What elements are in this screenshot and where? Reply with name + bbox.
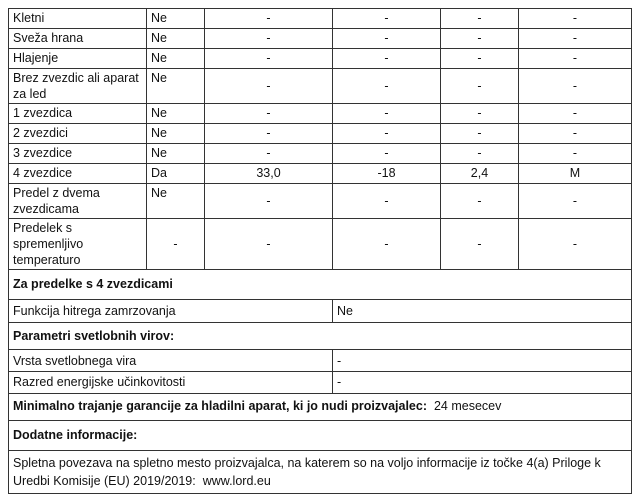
- compartment-col-3: -: [441, 29, 519, 49]
- compartment-col-4: -: [519, 219, 632, 270]
- compartment-col-1: -: [205, 29, 333, 49]
- compartment-col-2: -: [333, 104, 441, 124]
- compartment-col-1: -: [205, 219, 333, 270]
- compartment-col-4: -: [519, 9, 632, 29]
- energy-class-row: [9, 372, 632, 394]
- table-row: [9, 49, 632, 69]
- compartment-col-3: -: [441, 104, 519, 124]
- compartment-col-1: -: [205, 49, 333, 69]
- manufacturer-link[interactable]: www.lord.eu: [202, 474, 271, 488]
- light-source-heading: Parametri svetlobnih virov:: [9, 323, 632, 350]
- fast-freeze-row: [9, 300, 632, 323]
- compartment-present: Ne: [147, 104, 205, 124]
- compartment-col-2: -: [333, 69, 441, 104]
- table-row: [9, 184, 632, 219]
- compartment-name: 4 zvezdice: [9, 164, 147, 184]
- compartment-col-1: -: [205, 144, 333, 164]
- additional-text-row: [9, 451, 632, 494]
- additional-heading-row: [9, 421, 632, 451]
- light-type-row: [9, 350, 632, 372]
- table-row: [9, 104, 632, 124]
- compartment-col-3: -: [441, 49, 519, 69]
- compartment-col-3: -: [441, 124, 519, 144]
- compartment-name: Sveža hrana: [9, 29, 147, 49]
- additional-info-cell: [9, 451, 632, 494]
- table-row: [9, 9, 632, 29]
- compartment-present: Da: [147, 164, 205, 184]
- compartments-table: [8, 8, 632, 270]
- compartment-col-3: -: [441, 184, 519, 219]
- compartment-col-2: -: [333, 219, 441, 270]
- compartment-name: Brez zvezdic ali aparat za led: [9, 69, 147, 104]
- compartment-col-4: -: [519, 144, 632, 164]
- compartment-col-4: -: [519, 69, 632, 104]
- table-row: [9, 69, 632, 104]
- guarantee-cell: [9, 394, 632, 421]
- table-row: [9, 164, 632, 184]
- table-row: [9, 219, 632, 270]
- compartment-col-1: 33,0: [205, 164, 333, 184]
- bottom-info-table: [8, 269, 632, 494]
- table-row: [9, 124, 632, 144]
- compartment-col-4: -: [519, 49, 632, 69]
- compartment-col-3: -: [441, 219, 519, 270]
- energy-class-label: Razred energijske učinkovitosti: [9, 372, 333, 394]
- compartment-col-1: -: [205, 69, 333, 104]
- compartment-present: Ne: [147, 9, 205, 29]
- compartment-col-2: -: [333, 9, 441, 29]
- table-row: [9, 144, 632, 164]
- compartment-name: 1 zvezdica: [9, 104, 147, 124]
- compartment-present: Ne: [147, 124, 205, 144]
- light-type-value: -: [333, 350, 632, 372]
- compartment-col-4: -: [519, 184, 632, 219]
- fast-freeze-value: Ne: [333, 300, 632, 323]
- compartment-col-2: -18: [333, 164, 441, 184]
- light-heading-row: [9, 323, 632, 350]
- compartment-name: Kletni: [9, 9, 147, 29]
- compartment-col-2: -: [333, 49, 441, 69]
- product-information-sheet: [8, 8, 631, 494]
- compartment-name: Hlajenje: [9, 49, 147, 69]
- compartment-col-3: 2,4: [441, 164, 519, 184]
- compartment-present: Ne: [147, 29, 205, 49]
- compartment-col-4: -: [519, 29, 632, 49]
- compartment-present: Ne: [147, 184, 205, 219]
- compartment-name: Predelek s spremenljivo temperaturo: [9, 219, 147, 270]
- compartment-col-3: -: [441, 9, 519, 29]
- compartment-present: Ne: [147, 144, 205, 164]
- compartment-col-4: -: [519, 124, 632, 144]
- compartment-col-2: -: [333, 184, 441, 219]
- four-star-heading: Za predelke s 4 zvezdicami: [9, 270, 632, 300]
- compartment-col-3: -: [441, 144, 519, 164]
- additional-info-text: Spletna povezava na spletno mesto proizvajalca, na katerem so na voljo informacije iz točke 4(a) Priloge k Uredbi Komisije (EU) 2019/2019:: [13, 456, 601, 488]
- energy-class-value: -: [333, 372, 632, 394]
- compartment-col-2: -: [333, 144, 441, 164]
- guarantee-value: 24 mesecev: [433, 399, 502, 413]
- light-type-label: Vrsta svetlobnega vira: [9, 350, 333, 372]
- additional-info-heading: Dodatne informacije:: [9, 421, 632, 451]
- compartment-col-1: -: [205, 184, 333, 219]
- compartment-present: Ne: [147, 69, 205, 104]
- compartment-col-1: -: [205, 9, 333, 29]
- compartment-col-2: -: [333, 29, 441, 49]
- compartment-present: -: [147, 219, 205, 270]
- guarantee-label: Minimalno trajanje garancije za hladilni aparat, ki jo nudi proizvajalec:: [13, 399, 427, 413]
- compartment-col-1: -: [205, 104, 333, 124]
- fast-freeze-label: Funkcija hitrega zamrzovanja: [9, 300, 333, 323]
- table-row: [9, 29, 632, 49]
- compartment-name: 2 zvezdici: [9, 124, 147, 144]
- compartment-present: Ne: [147, 49, 205, 69]
- compartment-name: Predel z dvema zvezdicama: [9, 184, 147, 219]
- compartments-table-body: [9, 9, 632, 270]
- guarantee-row: [9, 394, 632, 421]
- compartment-col-4: M: [519, 164, 632, 184]
- four-star-heading-row: [9, 270, 632, 300]
- compartment-name: 3 zvezdice: [9, 144, 147, 164]
- compartment-col-2: -: [333, 124, 441, 144]
- compartment-col-1: -: [205, 124, 333, 144]
- compartment-col-4: -: [519, 104, 632, 124]
- compartment-col-3: -: [441, 69, 519, 104]
